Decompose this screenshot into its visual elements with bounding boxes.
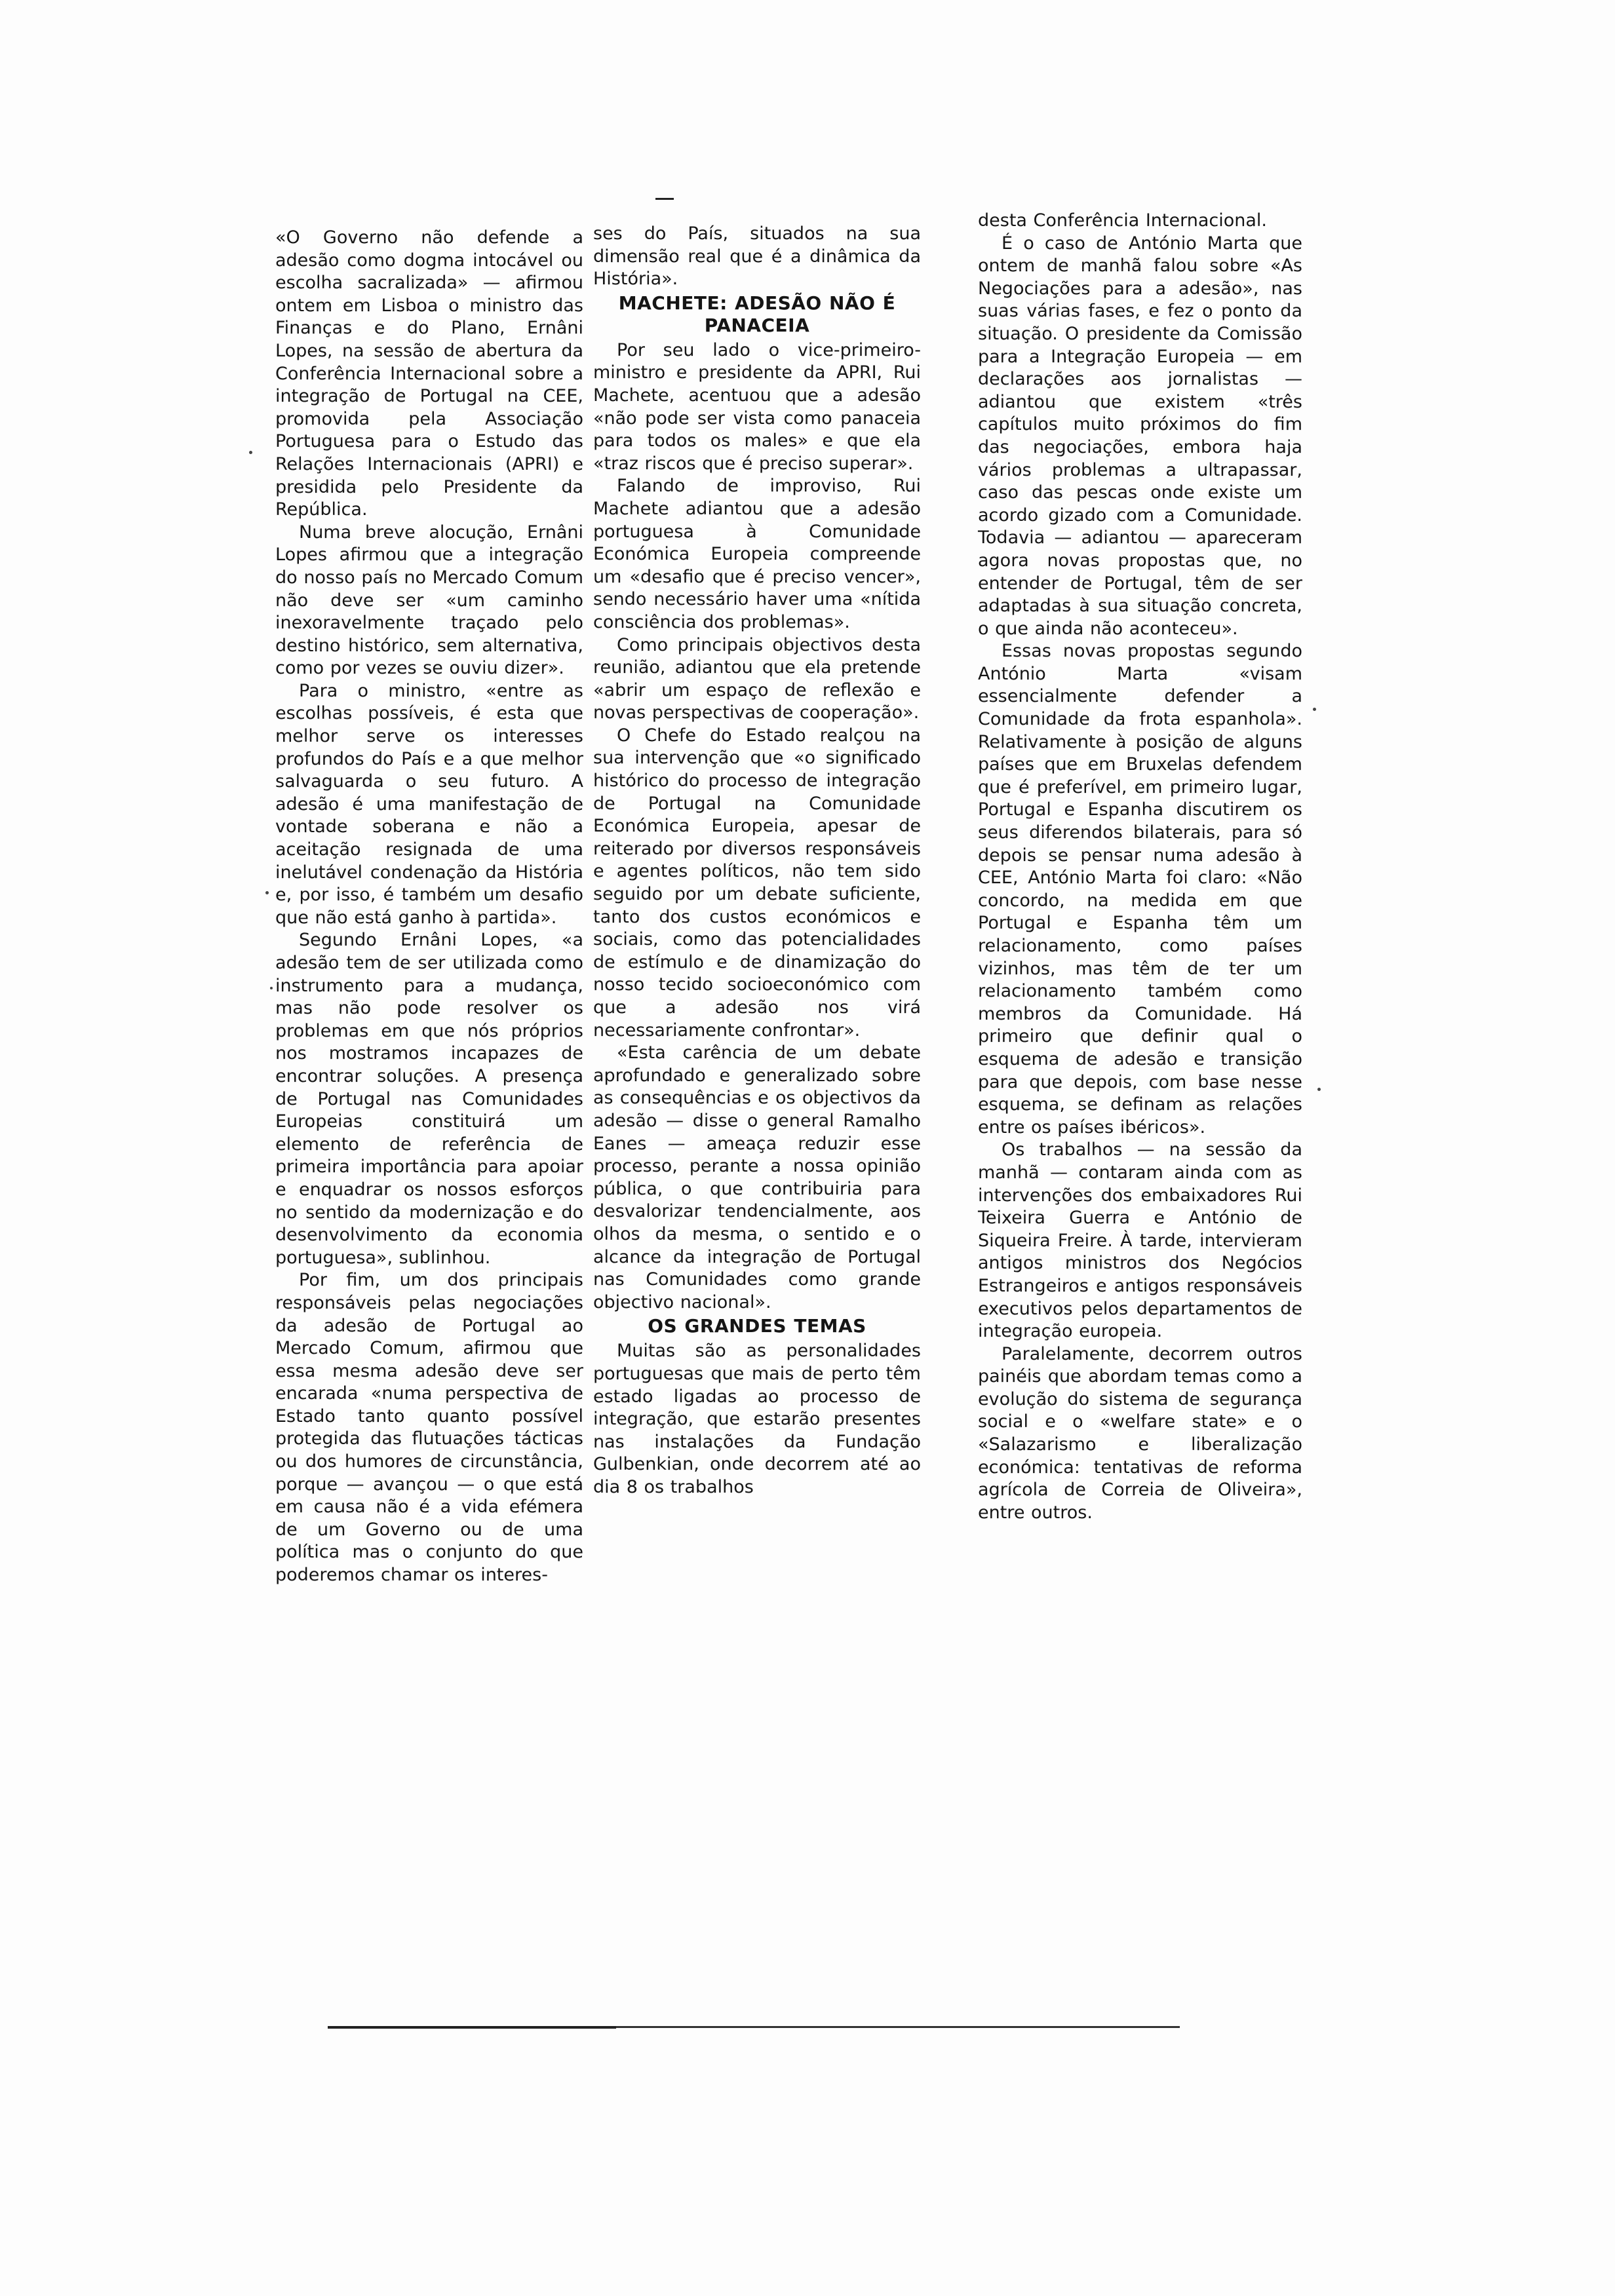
column-1: [275, 227, 583, 1587]
paragraph: Por seu lado o vice-primeiro-ministro e presidente da APRI, Rui Machete, acentuou que a adesão «não pode ser vista como panaceia para todos os males» e que ela «traz riscos que é preciso superar».: [593, 339, 921, 474]
subheading-machete: MACHETE: ADESÃO NÃO É PANACEIA: [618, 292, 896, 336]
paragraph: Como principais objectivos desta reunião, adiantou que ela pretende «abrir um espaço de reflexão e novas perspectivas de cooperação».: [593, 634, 921, 723]
paragraph: Os trabalhos — na sessão da manhã — contaram ainda com as intervenções dos embaixadores Rui Teixeira Guerra e António de Siqueira Freire. À tarde, intervieram antigos ministros dos Negócios Estrangeiros e antigos responsáveis executivos pelos departamentos de integração europeia.: [978, 1139, 1302, 1342]
column-3: [978, 210, 1302, 1524]
paragraph: O Chefe do Estado realçou na sua intervenção que «o significado histórico do processo de integração de Portugal na Comunidade Económica Europeia, apesar de reiterado por diversos responsáveis e agentes políticos, não tem sido seguido por um debate suficiente, tanto dos custos económicos e sociais, como das potencialidades de estímulo e de dinamização do nosso tecido socioeconómico com que a adesão nos virá necessariamente confrontar».: [593, 725, 921, 1041]
paragraph: Para o ministro, «entre as escolhas possíveis, é esta que melhor serve os interesses profundos do País e a que melhor salvaguarda o seu futuro. A adesão é uma manifestação de vontade soberana e não a aceitação resignada de uma inelutável condenação da História e, por isso, é também um desafio que não está ganho à partida».: [275, 680, 583, 928]
paragraph: Paralelamente, decorrem outros painéis que abordam temas como a evolução do sistema de segurança social e o «welfare state» e o «Salazarismo e liberalização económica: tentativas de reforma agrícola de Correia de Oliveira», entre outros.: [978, 1343, 1302, 1523]
paragraph: Essas novas propostas segundo António Marta «visam essencialmente defender a Comunidade da frota espanhola». Relativamente à posição de alguns países que em Bruxelas defendem que é preferível, em primeiro lugar, Portugal e Espanha discutirem os seus diferendos bilaterais, para só depois se pensar numa adesão à CEE, António Marta foi claro: «Não concordo, na medida em que Portugal e Espanha têm um relacionamento, como países vizinhos, mas têm de ter um relacionamento também como membros da Comunidade. Há primeiro que definir qual o esquema de adesão e transição para que depois, com base nesse esquema, se definam as relações entre os países ibéricos».: [978, 641, 1302, 1138]
paragraph: É o caso de António Marta que ontem de manhã falou sobre «As Negociações para a adesão», nas suas várias fases, e fez o ponto da situação. O presidente da Comissão para a Integração Europeia — em declarações aos jornalistas — adiantou que existem «três capítulos muito próximos do fim das negociações, embora haja vários problemas a ultrapassar, caso das pescas onde existe um acordo gizado com a Comunidade. Todavia — adiantou — apareceram agora novas propostas que, no entender de Portugal, têm de ser adaptadas à sua situação concreta, o que ainda não aconteceu».: [978, 233, 1302, 639]
scan-speck: [270, 987, 273, 989]
bottom-rule-thick: [328, 2026, 616, 2029]
scan-speck: [1313, 708, 1316, 711]
paragraph: Numa breve alocução, Ernâni Lopes afirmou que a integração do nosso país no Mercado Comum não deve ser «um caminho inexoravelmente traçado pelo destino histórico, sem alternativa, como por vezes se ouviu dizer».: [275, 522, 583, 679]
paragraph: ses do País, situados na sua dimensão real que é a dinâmica da História».: [593, 223, 921, 290]
column-2: [593, 223, 921, 1499]
scan-speck: [249, 451, 252, 454]
paragraph: Muitas são as personalidades portuguesas que mais de perto têm estado ligadas ao processo de integração, que estarão presentes nas instalações da Fundação Gulbenkian, onde decorrem até ao dia 8 os trabalhos: [593, 1341, 921, 1497]
scan-speck: [265, 891, 269, 894]
paragraph: Segundo Ernâni Lopes, «a adesão tem de ser utilizada como instrumento para a mudança, mas não pode resolver os problemas em que nós próprios nos mostramos incapazes de encontrar soluções. A presença de Portugal nas Comunidades Europeias constituirá um elemento de referência de primeira importância para apoiar e enquadrar os nossos esforços no sentido da modernização e do desenvolvimento da economia portuguesa», sublinhou.: [275, 930, 583, 1268]
paragraph: desta Conferência Internacional.: [978, 210, 1268, 231]
paragraph: Falando de improviso, Rui Machete adiantou que a adesão portuguesa à Comunidade Económica Europeia compreende um «desafio que é preciso vencer», sendo necessário haver uma «nítida consciência dos problemas».: [593, 476, 921, 632]
paragraph: Por fim, um dos principais responsáveis pelas negociações da adesão de Portugal ao Mercado Comum, afirmou que essa mesma adesão deve ser encarada «numa perspectiva de Estado tanto quanto possível protegida das flutuações tácticas ou dos humores de circunstância, porque — avançou — o que está em causa não é a vida efémera de um Governo ou de uma política mas o conjunto do que poderemos chamar os interes-: [275, 1270, 583, 1586]
scan-speck: [1317, 1088, 1321, 1091]
subheading-grandes-temas: OS GRANDES TEMAS: [648, 1315, 866, 1337]
paragraph: «O Governo não defende a adesão como dogma intocável ou escolha sacralizada» — afirmou ontem em Lisboa o ministro das Finanças e do Plano, Ernâni Lopes, na sessão de abertura da Conferência Internacional sobre a integração de Portugal na CEE, promovida pela Associação Portuguesa para o Estudo das Relações Internacionais (APRI) e presidida pelo Presidente da República.: [275, 227, 583, 520]
top-dash-mark: [655, 198, 674, 200]
paragraph: «Esta carência de um debate aprofundado e generalizado sobre as consequências e os objectivos da adesão — disse o general Ramalho Eanes — ameaça reduzir esse processo, perante a nossa opinião pública, o que contribuiria para desvalorizar tendencialmente, aos olhos da mesma, o sentido e o alcance da integração de Portugal nas Comunidades como grande objectivo nacional».: [593, 1043, 921, 1312]
